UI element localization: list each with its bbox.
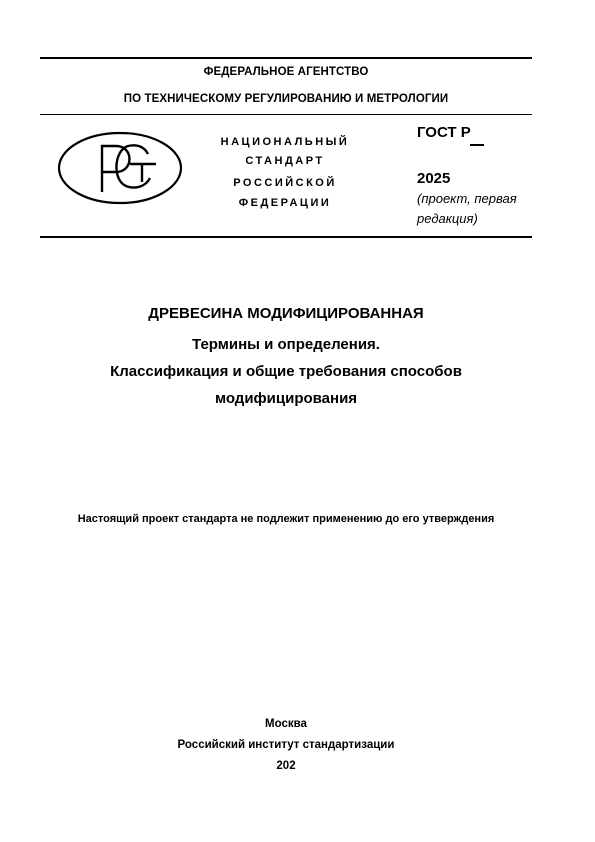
rst-certification-mark-icon	[56, 130, 184, 206]
standard-type-line-4: ФЕДЕРАЦИИ	[238, 197, 332, 209]
top-rule	[40, 57, 532, 59]
footer-publisher: Российский институт стандартизации	[177, 739, 395, 751]
footer-city: Москва	[265, 718, 307, 730]
subtitle-line-3: модифицирования	[214, 390, 358, 407]
gost-title: ГОСТ Р	[417, 124, 471, 141]
document-subtitle	[60, 331, 512, 412]
document-title: ДРЕВЕСИНА МОДИФИЦИРОВАННАЯ	[148, 305, 424, 322]
subtitle-line-1: Термины и определения.	[192, 336, 380, 353]
approval-notice: Настоящий проект стандарта не подлежит применению до его утверждения	[77, 513, 495, 525]
gost-number-dash	[470, 144, 484, 146]
footer-year: 202	[276, 760, 296, 772]
standard-type-line-1: НАЦИОНАЛЬНЫЙ	[220, 136, 350, 148]
standard-type-line-3: РОССИЙСКОЙ	[233, 177, 337, 189]
agency-line-2: ПО ТЕХНИЧЕСКОМУ РЕГУЛИРОВАНИЮ И МЕТРОЛОГИИ	[123, 93, 449, 105]
header-rule	[40, 114, 532, 115]
agency-line-1: ФЕДЕРАЛЬНОЕ АГЕНТСТВО	[203, 66, 369, 78]
gost-year: 2025	[417, 170, 451, 187]
standard-type-line-2: СТАНДАРТ	[245, 155, 325, 167]
header-bottom-rule	[40, 236, 532, 238]
subtitle-line-2: Классификация и общие требования способов	[110, 363, 462, 380]
gost-edition-note: (проект, первая редакция)	[417, 191, 517, 226]
